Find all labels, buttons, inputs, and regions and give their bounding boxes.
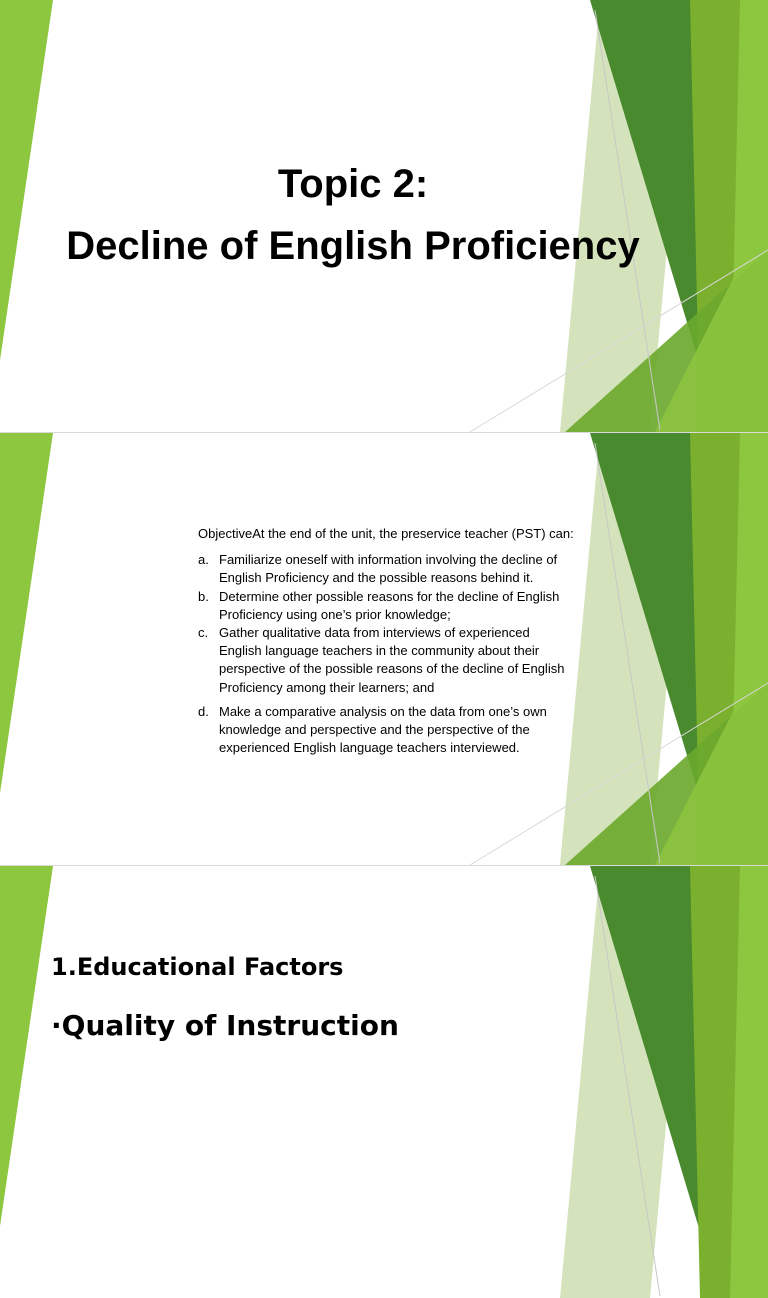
objective-item (198, 703, 574, 758)
slide-title-line-1: Topic 2: (277, 162, 429, 206)
objective-block (198, 525, 574, 757)
item-marker: c. (198, 625, 209, 641)
objective-item (198, 624, 574, 697)
slide-objectives (0, 433, 768, 865)
objective-item (198, 588, 574, 624)
item-marker: d. (198, 703, 209, 719)
objective-list (198, 551, 574, 757)
item-text: Make a comparative analysis on the data from one’s own knowledge and perspective and the perspective of the experienced English language teachers interviewed. (219, 703, 547, 756)
section-subheading: ·Quality of Instruction (51, 1009, 399, 1042)
slide-title-line-2: Decline of English Proficiency (66, 224, 640, 268)
item-marker: b. (198, 588, 209, 604)
item-text: Gather qualitative data from interviews of experienced English language teachers in the community about their perspective of the possible reasons of the decline of English Proficiency among their learners; and (219, 625, 565, 695)
left-green-stripe (0, 433, 53, 793)
objective-intro: ObjectiveAt the end of the unit, the preservice teacher (PST) can: (198, 526, 574, 541)
green-decoration (0, 866, 768, 1298)
section-heading: 1.Educational Factors (51, 953, 344, 981)
slide-title (0, 0, 768, 432)
item-text: Familiarize oneself with information involving the decline of English Proficiency and the possible reasons behind it. (219, 552, 558, 586)
item-marker: a. (198, 552, 209, 568)
item-text: Determine other possible reasons for the decline of English Proficiency using one’s prior knowledge; (219, 588, 560, 622)
green-decoration (0, 0, 768, 432)
objective-item (198, 551, 574, 587)
slide-educational-factors (0, 866, 768, 1042)
left-green-stripe (0, 866, 53, 1226)
